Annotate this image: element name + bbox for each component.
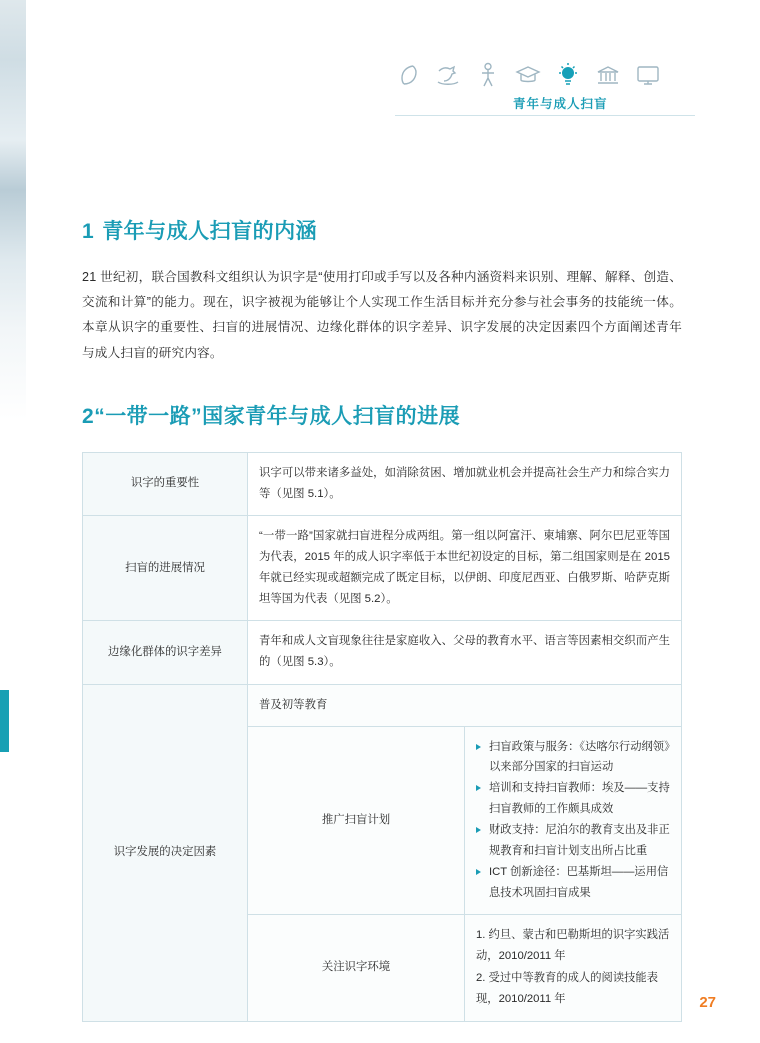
row-header-marginalized: 边缘化群体的识字差异 bbox=[83, 621, 248, 684]
section-1-title: 青年与成人扫盲的内涵 bbox=[102, 220, 318, 243]
rocking-horse-icon bbox=[435, 60, 461, 90]
literacy-environment-items bbox=[476, 925, 670, 1011]
section-1-number: 1 bbox=[82, 220, 95, 243]
sub-label-promote-plan: 推广扫盲计划 bbox=[248, 726, 465, 914]
list-item: 扫盲政策与服务：《达喀尔行动纲领》以来部分国家的扫盲运动 bbox=[476, 737, 670, 779]
inner-row-overview bbox=[248, 685, 681, 727]
promote-plan-bullets bbox=[476, 737, 670, 904]
section-2-number: 2 bbox=[82, 404, 95, 428]
inner-row-literacy-env bbox=[248, 914, 681, 1020]
table-row bbox=[83, 621, 682, 684]
header-icon-row bbox=[395, 50, 695, 90]
sub-body-promote-plan bbox=[465, 726, 682, 914]
row-header-progress: 扫盲的进展情况 bbox=[83, 515, 248, 620]
section-1-paragraph: 21 世纪初，联合国教科文组织认为识字是“使用打印或手写以及各种内涵资料来识别、理解、解释、创造、交流和计算”的能力。现在，识字被视为能够让个人实现工作生活目标并充分参与社会事务的技能统一体。本章从识字的重要性、扫盲的进展情况、边缘化群体的识字差异、识字发展的决定因素四个方面阐述青年与成人扫盲的研究内容。 bbox=[82, 270, 682, 360]
document-content bbox=[82, 215, 682, 1022]
section-2-title: “一带一路”国家青年与成人扫盲的进展 bbox=[94, 404, 461, 428]
header-divider bbox=[395, 115, 695, 116]
computer-icon bbox=[635, 60, 661, 90]
inner-row-promote-plan bbox=[248, 726, 681, 914]
decorative-left-band bbox=[0, 0, 26, 1043]
section-1-heading bbox=[82, 215, 682, 245]
table-row bbox=[83, 515, 682, 620]
bank-icon bbox=[595, 60, 621, 90]
sub-full-universal-primary: 普及初等教育 bbox=[248, 685, 681, 727]
lightbulb-icon bbox=[555, 60, 581, 90]
sub-body-literacy-environment bbox=[465, 914, 682, 1020]
row-header-importance: 识字的重要性 bbox=[83, 452, 248, 515]
list-item: ICT 创新途径：巴基斯坦——运用信息技术巩固扫盲成果 bbox=[476, 862, 670, 904]
header-title: 青年与成人扫盲 bbox=[513, 97, 608, 111]
list-item: 培训和支持扫盲教师：埃及——支持扫盲教师的工作颇具成效 bbox=[476, 778, 670, 820]
row-body-progress: “一带一路”国家就扫盲进程分成两组。第一组以阿富汗、柬埔寨、阿尔巴尼亚等国为代表，2015 年的成人识字率低于本世纪初设定的目标，第二组国家则是在 2015 年就已经实现或超额完成了既定目标，以伊朗、印度尼西亚、白俄罗斯、哈萨克斯坦等国为代表（见图 5.2）。 bbox=[248, 515, 682, 620]
table-row bbox=[83, 452, 682, 515]
page-number: 27 bbox=[699, 994, 716, 1011]
row-body-determinants bbox=[248, 684, 682, 1021]
section-2-heading bbox=[82, 400, 682, 430]
list-item: 1. 约旦、蒙古和巴勒斯坦的识字实践活动，2010/2011 年 bbox=[476, 928, 670, 963]
graduation-cap-icon bbox=[515, 60, 541, 90]
page-header bbox=[395, 50, 695, 116]
child-icon bbox=[475, 60, 501, 90]
table-row bbox=[83, 684, 682, 1021]
list-item: 2. 受过中等教育的成人的阅读技能表现，2010/2011 年 bbox=[476, 971, 659, 1006]
literacy-table bbox=[82, 452, 682, 1022]
sub-label-literacy-environment: 关注识字环境 bbox=[248, 914, 465, 1020]
list-item: 财政支持：尼泊尔的教育支出及非正规教育和扫盲计划支出所占比重 bbox=[476, 820, 670, 862]
determinants-inner-table bbox=[248, 685, 681, 1021]
row-header-determinants: 识字发展的决定因素 bbox=[83, 684, 248, 1021]
leaf-icon bbox=[395, 60, 421, 90]
row-body-importance: 识字可以带来诸多益处，如消除贫困、增加就业机会并提高社会生产力和综合实力等（见图 5.1）。 bbox=[248, 452, 682, 515]
row-body-marginalized: 青年和成人文盲现象往往是家庭收入、父母的教育水平、语言等因素相交织而产生的（见图 5.3）。 bbox=[248, 621, 682, 684]
